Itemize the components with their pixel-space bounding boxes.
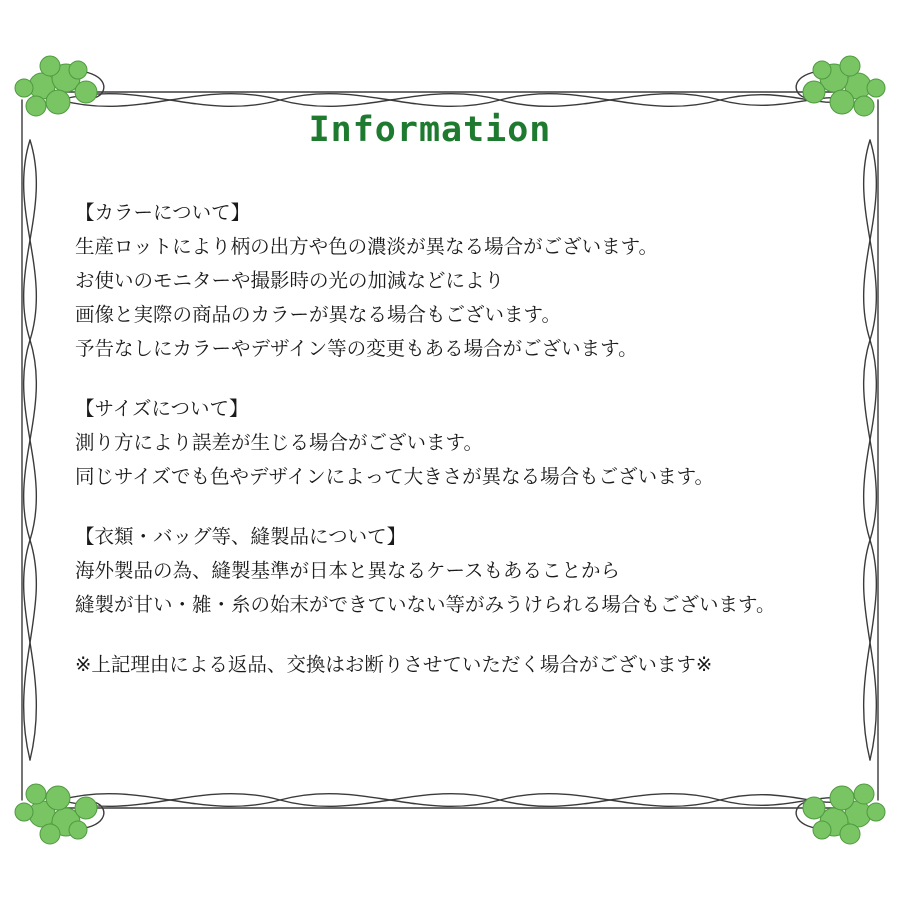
section-line: 縫製が甘い・雑・糸の始末ができていない等がみうけられる場合もございます。 xyxy=(75,593,776,616)
clover-icon-top-right xyxy=(803,56,885,116)
section-line: 海外製品の為、縫製基準が日本と異なるケースもあることから xyxy=(75,559,621,582)
return-policy-note xyxy=(75,648,835,682)
section-size xyxy=(75,392,835,494)
section-line: お使いのモニターや撮影時の光の加減などにより xyxy=(75,269,505,292)
section-heading: 【サイズについて】 xyxy=(75,397,249,420)
section-line: 生産ロットにより柄の出方や色の濃淡が異なる場合がございます。 xyxy=(75,235,659,258)
note-line: ※上記理由による返品、交換はお断りさせていただく場合がございます※ xyxy=(75,653,713,676)
section-color xyxy=(75,196,835,366)
information-content xyxy=(75,110,835,682)
clover-icon-top-left xyxy=(15,56,97,116)
section-heading: 【カラーについて】 xyxy=(75,201,251,224)
page-title: Information xyxy=(308,110,552,150)
clover-icon-bottom-right xyxy=(803,784,885,844)
section-sewn-products xyxy=(75,520,835,622)
section-line: 画像と実際の商品のカラーが異なる場合もございます。 xyxy=(75,303,561,326)
section-heading: 【衣類・バッグ等、縫製品について】 xyxy=(75,525,407,548)
section-line: 予告なしにカラーやデザイン等の変更もある場合がございます。 xyxy=(75,337,638,360)
clover-icon-bottom-left xyxy=(15,784,97,844)
section-line: 測り方により誤差が生じる場合がございます。 xyxy=(75,431,483,454)
section-line: 同じサイズでも色やデザインによって大きさが異なる場合もございます。 xyxy=(75,465,715,488)
